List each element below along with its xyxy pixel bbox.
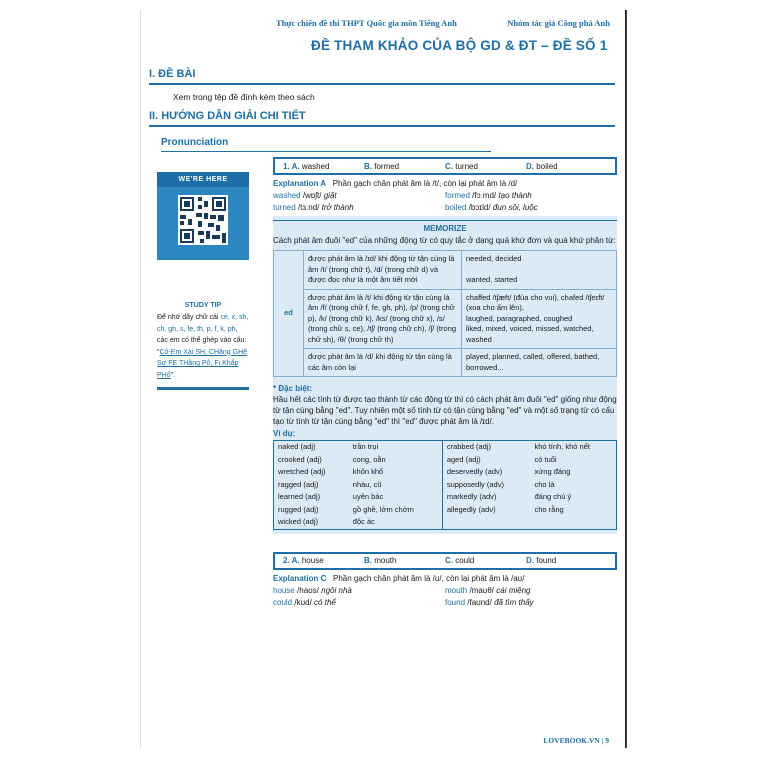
- table-cell: naked (adj): [278, 442, 316, 451]
- q1-explanation-heading: Explanation A: [273, 179, 327, 188]
- q2-option-c-word: could: [455, 556, 475, 565]
- memorize-title: MEMORIZE: [273, 216, 617, 235]
- q1-word-row-1: [273, 191, 617, 200]
- q2-meaning-4: đã tìm thấy: [494, 597, 534, 607]
- section-1-heading: I. ĐỀ BÀI: [149, 68, 196, 80]
- section-1-rule: [149, 83, 615, 85]
- table-cell: supposedly (adv): [446, 479, 504, 489]
- q1-ipa-3: /tɜːnd/: [297, 203, 320, 212]
- special-note: [273, 383, 617, 439]
- q2-explanation: [273, 574, 617, 583]
- q1-word-3: turned: [273, 203, 296, 212]
- example-cell: played, planned, called, offered, bathed, borrowed...: [462, 349, 617, 377]
- q2-option-d: [526, 556, 607, 565]
- q1-option-c-word: turned: [455, 161, 478, 171]
- table-row: [274, 349, 617, 377]
- qr-code-icon[interactable]: [178, 195, 228, 245]
- q2-meaning-3: có thể: [314, 597, 336, 607]
- q2-ipa-2: /maʊθ/: [469, 585, 495, 595]
- table-cell: wicked (adj): [278, 517, 319, 526]
- table-cell: cong, oằn: [349, 454, 443, 467]
- section-2-rule: [149, 125, 615, 127]
- table-cell: allegedly (adv): [446, 504, 496, 514]
- q2-option-a-label: 2. A.: [283, 556, 300, 565]
- pronunciation-rule: [161, 151, 491, 152]
- q1-option-b-word: formed: [374, 161, 400, 171]
- q1-meaning-3: trở thành: [321, 203, 354, 212]
- table-cell: aged (adj): [446, 454, 481, 464]
- table-cell: xứng đáng: [534, 467, 571, 476]
- q2-word-row-2: [273, 598, 617, 607]
- table-row: [274, 504, 617, 517]
- q1-ipa-1: /wɒʃt/: [302, 191, 322, 200]
- q2-option-c: [445, 556, 526, 565]
- q2-word-4: found: [445, 597, 466, 607]
- table-row: [274, 466, 617, 479]
- q2-word-row-1: [273, 586, 617, 595]
- q1-ipa-4: /bɔɪld/: [468, 203, 491, 212]
- table-cell: ragged (adj): [278, 479, 319, 489]
- running-head: [276, 18, 610, 28]
- book-page: [140, 10, 626, 748]
- q1-option-a: [283, 162, 364, 171]
- rule-cell: được phát âm là /d/ khi động từ tận cùng là các âm còn lại: [304, 349, 462, 377]
- q1-meaning-1: giặt: [323, 191, 337, 200]
- memorize-box: [273, 216, 617, 534]
- ed-label: ed: [274, 251, 304, 377]
- table-cell: khốn khổ: [349, 466, 443, 479]
- section-1-note: Xem trong tệp đề đính kèm theo sách: [173, 92, 315, 102]
- q1-word-2: formed: [445, 191, 470, 200]
- q2-option-b: [364, 556, 445, 565]
- table-cell: markedly (adv): [446, 492, 497, 501]
- q1-explanation: [273, 179, 617, 188]
- q1-option-d-label: D.: [526, 161, 534, 171]
- q2-option-d-word: found: [536, 556, 557, 565]
- question-1-options: [273, 157, 617, 175]
- q1-meaning-2: tạo thành: [498, 191, 532, 200]
- table-cell: cho rằng: [534, 504, 564, 514]
- q2-option-d-label: D.: [526, 556, 534, 565]
- q1-option-b-label: B.: [364, 161, 372, 171]
- page-title: ĐỀ THAM KHẢO CỦA BỘ GD & ĐT – ĐỀ SỐ 1: [311, 38, 608, 53]
- table-cell: đáng chú ý: [534, 492, 572, 501]
- table-cell: rugged (adj): [278, 504, 319, 514]
- special-text: Hầu hết các tính từ được tạo thành từ các động từ thì có cách phát âm đuôi "ed" giống như động từ tận cùng bằng "ed". Tuy nhiên một số tính từ có tận cùng bằng "ed" và một số trạng từ có cấu tạo từ tính từ tận cùng bằng "ed" thì "ed" được phát âm là /ɪd/.: [273, 395, 617, 426]
- table-row: [274, 491, 617, 504]
- q1-option-d-word: boiled: [536, 161, 558, 171]
- table-cell: cho là: [534, 479, 555, 489]
- table-cell: learned (adj): [278, 492, 321, 501]
- example-cell: needed, decided wanted, started: [462, 251, 617, 290]
- page-footer: LOVEBOOK.VN | 9: [543, 736, 609, 745]
- q2-word-3: could: [273, 597, 293, 607]
- study-tip-text-2: , các em có thể ghép vào câu: ": [157, 325, 247, 356]
- q1-word-row-2: [273, 203, 617, 212]
- example-cell: chaffed /tʃæft/ (đùa cho vui), chafed /tʃeɪft/ (xoa cho ấm lên), laughed, paragraphed, coughed liked, mixed, voiced, missed, watched, washed: [462, 289, 617, 349]
- q2-meaning-2: cái miệng: [496, 585, 531, 595]
- table-cell: trần trụi: [349, 441, 443, 454]
- table-cell: khó tính, khó nết: [534, 442, 590, 451]
- examples-label: Ví dụ:: [273, 429, 296, 438]
- study-tip-box: [157, 302, 249, 390]
- q2-meaning-1: ngôi nhà: [321, 585, 352, 595]
- q1-option-c-label: C.: [445, 161, 453, 171]
- rule-cell: được phát âm là /t/ khi động từ tận cùng là âm /f/ (trong chữ f, fe, gh, ph), /p/ (trong chữ p), /k/ (trong chữ k), /ks/ (trong chữ x), /s/ (trong chữ s, ce), /tʃ/ (trong chữ ch), /ʃ/ (trong chữ sh), /θ/ (trong chữ th): [304, 289, 462, 349]
- rule-cell: được phát âm là /ɪd/ khi động từ tận cùng là âm /t/ (trong chữ t), /d/ (trong chữ d) và được đọc như là một âm tiết mới: [304, 251, 462, 290]
- table-row: [274, 441, 617, 454]
- running-head-left: Thực chiến đề thi THPT Quốc gia môn Tiếng Anh: [276, 18, 457, 28]
- q2-option-b-word: mouth: [374, 556, 397, 565]
- q1-option-a-label: 1. A.: [283, 161, 300, 171]
- q1-option-b: [364, 162, 445, 171]
- pronunciation-heading: Pronunciation: [161, 137, 229, 148]
- table-cell: nhàu, cũ: [349, 479, 443, 492]
- q2-explanation-text: Phần gạch chân phát âm là /ʊ/, còn lại phát âm là /aʊ/: [333, 573, 525, 583]
- running-head-right: Nhóm tác giả Công phá Anh: [507, 18, 610, 28]
- table-cell: có tuổi: [534, 454, 557, 464]
- q1-word-1: washed: [273, 191, 301, 200]
- q2-option-c-label: C.: [445, 556, 453, 565]
- table-row: [274, 454, 617, 467]
- q1-explanation-text: Phần gạch chân phát âm là /t/, còn lại phát âm là /d/: [332, 179, 518, 188]
- table-cell: độc ác: [349, 516, 443, 529]
- q2-word-1: house: [273, 585, 295, 595]
- study-tip-body: [157, 312, 249, 381]
- table-row: [274, 479, 617, 492]
- section-2-heading: II. HƯỚNG DẪN GIẢI CHI TIẾT: [149, 110, 306, 122]
- table-cell: [442, 516, 530, 529]
- ed-rules-table: [273, 250, 617, 377]
- study-tip-title: STUDY TIP: [184, 302, 222, 309]
- q2-option-a: [283, 556, 364, 565]
- memorize-intro: Cách phát âm đuôi "ed" của những động từ có quy tắc ở dạng quá khứ đơn và quá khứ phân từ:: [273, 236, 616, 245]
- study-tip-phrase: Cô-Em Xài SH, CHăng GHê Sợ FE THằng Pô, Fi Khắp PHố: [157, 348, 248, 379]
- table-row: [274, 289, 617, 349]
- table-cell: crabbed (adj): [446, 442, 492, 451]
- q2-option-b-label: B.: [364, 556, 372, 565]
- q2-ipa-4: /faʊnd/: [467, 597, 492, 607]
- q1-option-d: [526, 162, 607, 171]
- q1-option-c: [445, 162, 526, 171]
- q1-ipa-2: /fɔːmd/: [472, 191, 497, 200]
- table-cell: crooked (adj): [278, 454, 322, 464]
- study-tip-letters: ce, x, sh, ch, gh, s, fe, th, p, f, k, ph: [157, 314, 249, 333]
- table-cell: gồ ghề, lởm chởm: [349, 504, 443, 517]
- we-are-here-title: WE'RE HERE: [157, 172, 249, 187]
- q2-ipa-3: /kʊd/: [294, 597, 312, 607]
- answer-column: [273, 157, 617, 607]
- table-cell: uyên bác: [349, 491, 443, 504]
- study-tip-text-3: ".: [170, 371, 176, 379]
- q2-option-a-word: house: [301, 556, 324, 565]
- question-2-options: [273, 552, 617, 570]
- table-cell: wretched (adj): [278, 467, 326, 476]
- table-row: [274, 251, 617, 290]
- q2-explanation-heading: Explanation C: [273, 573, 327, 583]
- study-tip-text-1: Để nhớ dãy chữ cái: [157, 314, 221, 321]
- q1-meaning-4: đun sôi, luộc: [492, 203, 538, 212]
- study-tip-rule: [157, 387, 249, 390]
- q1-word-4: boiled: [445, 203, 467, 212]
- special-title: * Đặc biệt:: [273, 384, 313, 393]
- q1-option-a-word: washed: [301, 161, 330, 171]
- we-are-here-box: [157, 172, 249, 260]
- q2-ipa-1: /haʊs/: [297, 585, 319, 595]
- table-cell: deservedly (adv): [446, 467, 503, 476]
- table-row: [274, 516, 617, 529]
- examples-table: [273, 440, 617, 530]
- table-cell: [531, 516, 617, 529]
- q2-word-2: mouth: [445, 585, 468, 595]
